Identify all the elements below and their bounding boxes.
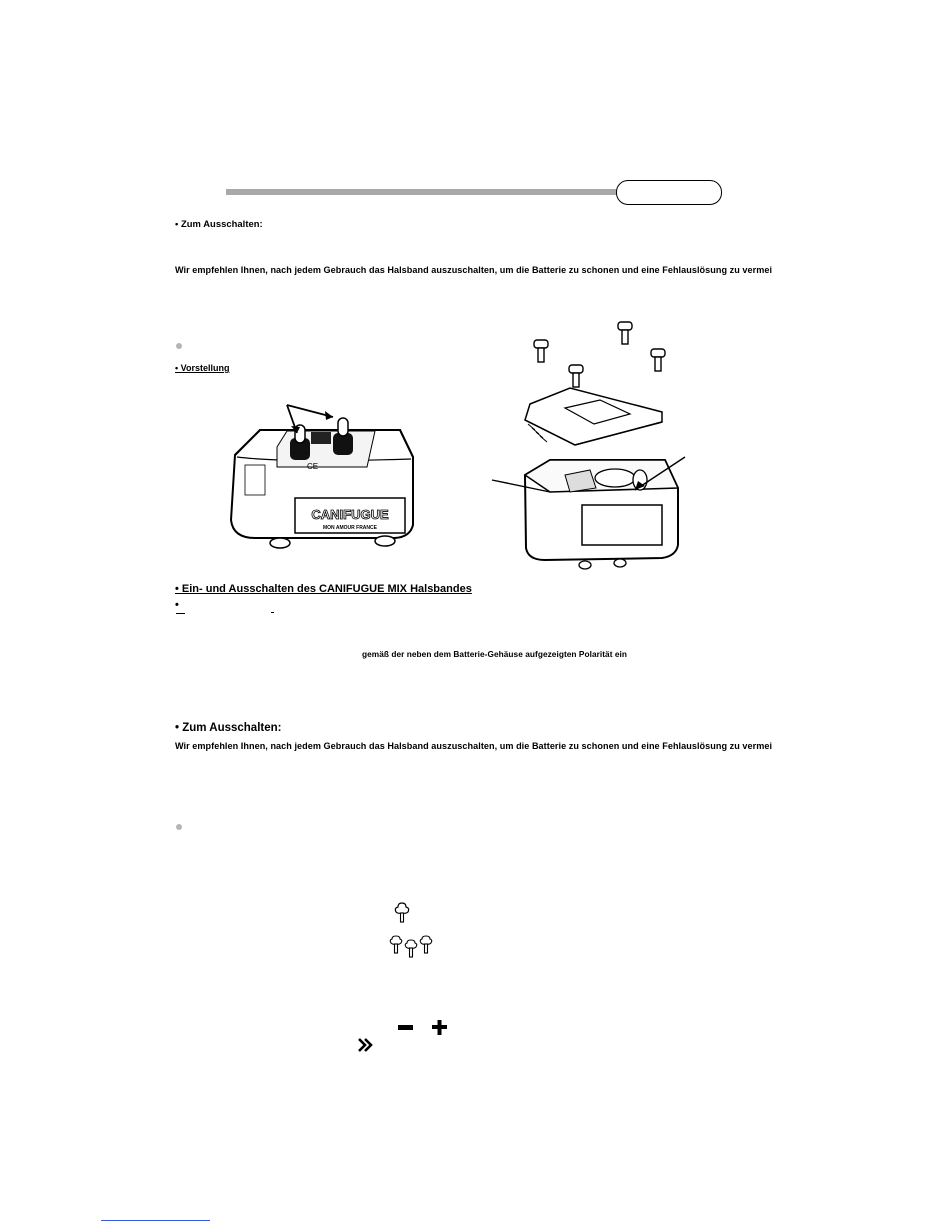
battery-compartment-figure	[490, 320, 690, 580]
polarity-note: gemäß der neben dem Batterie-Gehäuse aufgezeigten Polarität ein	[362, 649, 628, 659]
zum-ausschalten-heading: • Zum Ausschalten:	[175, 722, 282, 734]
footer-line	[101, 1220, 210, 1221]
ce-mark: CE	[307, 462, 319, 471]
on-off-heading: • Ein- und Ausschalten des CANIFUGUE MIX Halsbandes	[175, 583, 472, 595]
bullet-underline	[176, 613, 185, 614]
minus-icon	[398, 1025, 414, 1031]
vorstellung-heading: • Vorstellung	[175, 363, 230, 373]
recommendation-paragraph: Wir empfehlen Ihnen, nach jedem Gebrauch das Halsband auszuschalten, um die Batterie zu schonen und eine Fehlauslösung zu vermei	[175, 265, 773, 275]
small-underline-mark	[271, 612, 274, 613]
bullet-dot-2	[176, 824, 182, 830]
zum-ausschalten-label: • Zum Ausschalten:	[175, 218, 263, 229]
on-off-bullet: •	[175, 599, 179, 611]
brand-text: CANIFUGUE	[311, 507, 389, 522]
spray-single-icon	[392, 901, 412, 923]
plus-icon	[432, 1020, 448, 1036]
screw-icon	[534, 322, 665, 387]
double-chevron-right-icon	[358, 1037, 374, 1053]
recommendation-paragraph-2: Wir empfehlen Ihnen, nach jedem Gebrauch das Halsband auszuschalten, um die Batterie zu schonen und eine Fehlauslösung zu vermei	[175, 741, 773, 751]
header-bar	[226, 189, 618, 195]
brand-subtext: MON AMOUR FRANCE	[323, 525, 377, 531]
collar-figure	[225, 395, 420, 560]
bullet-dot	[176, 343, 182, 349]
header-tab	[616, 180, 722, 205]
spray-triple-icon	[388, 934, 434, 958]
